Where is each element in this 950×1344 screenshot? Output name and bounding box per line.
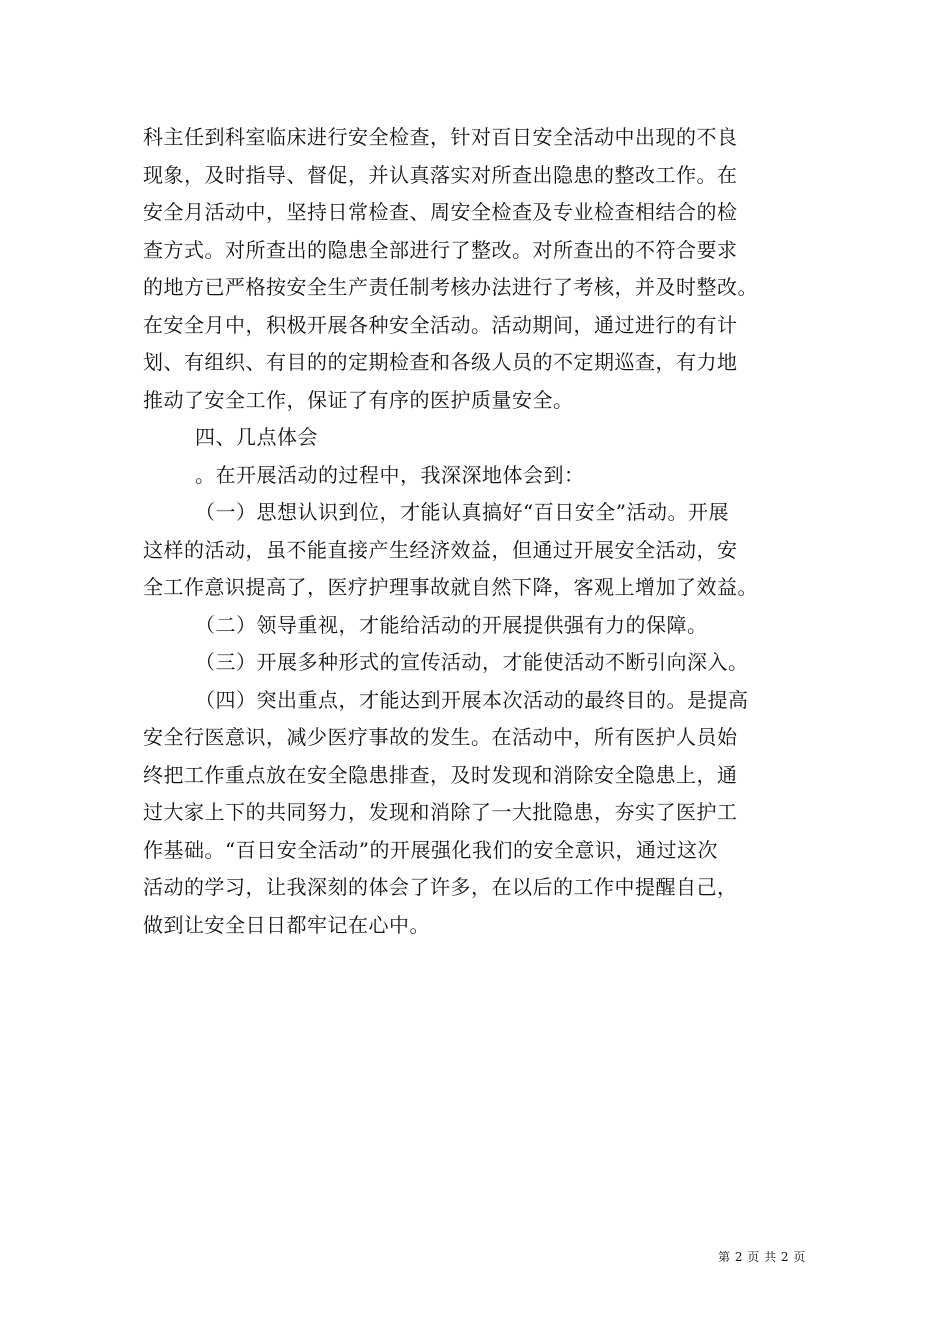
document-body	[143, 119, 823, 944]
text-line: （一）思想认识到位，才能认真搞好“百日安全”活动。开展	[195, 500, 729, 524]
text-line: 全工作意识提高了，医疗护理事故就自然下降，客观上增加了效益。	[143, 575, 758, 599]
text-line: （二）领导重视，才能给活动的开展提供强有力的保障。	[195, 612, 708, 637]
text-line: （三）开展多种形式的宣传活动，才能使活动不断引向深入。	[195, 650, 749, 674]
text-line: 查方式。对所查出的隐患全部进行了整改。对所查出的不符合要求	[143, 237, 738, 262]
text-line: 的地方已严格按安全生产责任制考核办法进行了考核，并及时整改。	[143, 275, 758, 299]
text-line: 安全行医意识，减少医疗事故的发生。在活动中，所有医护人员始	[143, 725, 738, 749]
text-line: （四）突出重点，才能达到开展本次活动的最终目的。是提高	[195, 687, 749, 712]
text-line: 过大家上下的共同努力，发现和消除了一大批隐患，夯实了医护工	[143, 800, 738, 824]
text-line: 终把工作重点放在安全隐患排查，及时发现和消除安全隐患上，通	[143, 762, 738, 787]
text-line: 。在开展活动的过程中，我深深地体会到：	[195, 462, 585, 487]
text-line: 这样的活动，虽不能直接产生经济效益，但通过开展安全活动，安	[143, 537, 738, 562]
text-line: 安全月活动中，坚持日常检查、周安全检查及专业检查相结合的检	[143, 200, 738, 224]
page-number-footer: 第 2 页 共 2 页	[718, 1250, 806, 1264]
text-line: 在安全月中，积极开展各种安全活动。活动期间，通过进行的有计	[143, 312, 738, 337]
text-line: 科主任到科室临床进行安全检查，针对百日安全活动中出现的不良	[143, 125, 738, 149]
text-line: 划、有组织、有目的的定期检查和各级人员的不定期巡查，有力地	[143, 350, 738, 374]
section-heading: 四、几点体会	[195, 425, 318, 449]
text-line: 作基础。“百日安全活动”的开展强化我们的安全意识，通过这次	[143, 837, 718, 862]
text-line: 推动了安全工作，保证了有序的医护质量安全。	[143, 387, 574, 412]
text-line: 现象，及时指导、督促，并认真落实对所查出隐患的整改工作。在	[143, 162, 738, 187]
text-line: 活动的学习，让我深刻的体会了许多，在以后的工作中提醒自己，	[143, 875, 738, 899]
text-line: 做到让安全日日都牢记在心中。	[143, 912, 430, 937]
